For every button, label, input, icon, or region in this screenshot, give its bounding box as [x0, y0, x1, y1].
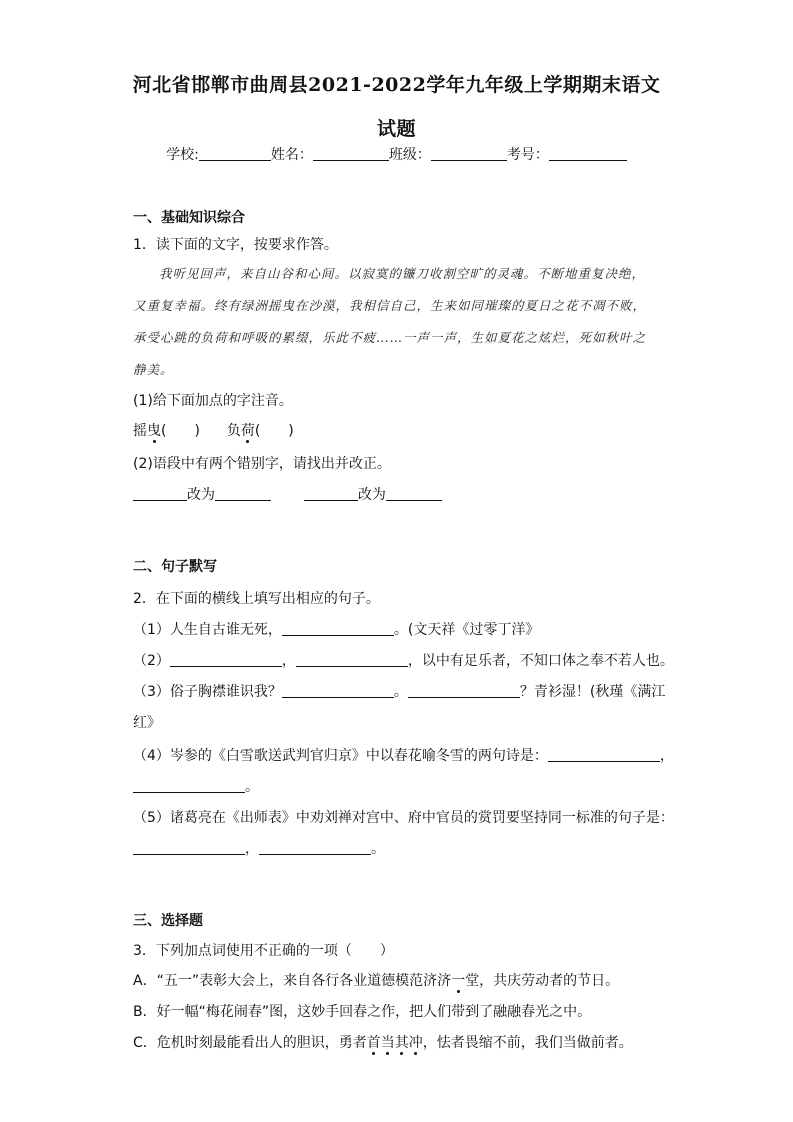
option-c[interactable]: C．危机时刻最能看出人的胆识，勇者首当其冲，怯者畏缩不前，我们当做前者。 — [133, 1035, 633, 1051]
dictation-item-4-cont: 。 — [133, 776, 259, 796]
word-fuhe: 负荷 — [226, 423, 255, 439]
name-label: 姓名： — [270, 147, 313, 163]
dotted-char: 其 — [394, 1035, 409, 1051]
dictation-item-3-cont: 红》 — [133, 715, 161, 731]
pinyin-answer-slot[interactable]: ( ) — [161, 423, 200, 439]
reading-passage — [133, 258, 663, 290]
school-label: 学校: — [166, 147, 199, 163]
sub-question-2: (2)语段中有两个错别字，请找出并改正。 — [133, 456, 391, 472]
passage-line: 又重复幸福。终有绿洲摇曳在沙漠，我相信自己，生来如同璀璨的夏日之花不凋不败， — [133, 298, 647, 313]
section-heading-choice: 三、选择题 — [133, 913, 203, 929]
passage-line: 静美。 — [133, 362, 174, 377]
answer-blank[interactable] — [282, 621, 394, 636]
sub-question-1: (1)给下面加点的字注音。 — [133, 393, 293, 409]
correct-char-blank[interactable] — [386, 486, 442, 501]
dictation-item-5-cont: ， 。 — [133, 838, 385, 858]
dictation-item-5: （5）诸葛亮在《出师表》中劝刘禅对宫中、府中官员的赏罚要坚持同一标准的句子是： — [133, 810, 674, 826]
page-title: 河北省邯郸市曲周县2021-2022学年九年级上学期期末语文 — [132, 74, 661, 96]
dictation-item-1: （1）人生自古谁无死， 。(文天祥《过零丁洋》 — [133, 622, 540, 638]
page-title-continued: 试题 — [376, 118, 416, 140]
answer-blank[interactable] — [133, 778, 245, 793]
dictation-item-2: （2） ， ，以中有足乐者，不知口体之奉不若人也。 — [133, 653, 674, 669]
dotted-char: 冲 — [408, 1035, 423, 1051]
option-b[interactable]: B．好一幅“梅花闹春”图，这妙手回春之作，把人们带到了融融春光之中。 — [133, 1004, 592, 1020]
question-2-stem: 2．在下面的横线上填写出相应的句子。 — [133, 591, 380, 607]
correction-row — [133, 484, 442, 504]
dictation-item-4: （4）岑参的《白雪歌送武判官归京》中以春花喻冬雪的两句诗是： ， — [133, 748, 674, 764]
section-heading-dictation: 二、句子默写 — [133, 559, 217, 575]
answer-blank[interactable] — [282, 683, 394, 698]
question-1-stem: 1．读下面的文字，按要求作答。 — [133, 237, 338, 253]
answer-blank[interactable] — [408, 683, 520, 698]
question-3-stem: 3．下列加点词使用不正确的一项（ ） — [133, 943, 394, 959]
dictation-item-3: （3）俗子胸襟谁识我？ 。 ？青衫湿！(秋瑾《满江 — [133, 684, 666, 700]
answer-blank[interactable] — [259, 840, 371, 855]
dotted-char: 一 — [451, 973, 466, 989]
class-label: 班级： — [388, 147, 431, 163]
passage-line: 承受心跳的负荷和呼吸的累缀，乐此不疲……一声一声，生如夏花之炫烂，死如秋叶之 — [133, 330, 647, 345]
section-heading-basics: 一、基础知识综合 — [133, 210, 245, 226]
answer-blank[interactable] — [296, 652, 408, 667]
school-blank[interactable] — [199, 146, 271, 161]
dotted-char: 首 — [366, 1035, 381, 1051]
name-blank[interactable] — [313, 146, 389, 161]
passage-line: 我听见回声，来自山谷和心间。以寂寞的镰刀收割空旷的灵魂。不断地重复决绝， — [159, 266, 646, 281]
answer-blank[interactable] — [548, 747, 660, 762]
pinyin-answer-slot[interactable]: ( ) — [254, 423, 294, 439]
word-yaoye: 摇曳 — [133, 423, 161, 439]
option-a[interactable]: A．“五一”表彰大会上，来自各行各业道德模范济济一堂，共庆劳动者的节日。 — [133, 973, 620, 989]
answer-blank[interactable] — [133, 840, 245, 855]
dotted-char: 荷 — [240, 423, 255, 439]
change-label: 改为 — [187, 487, 215, 503]
dotted-char: 曳 — [147, 423, 161, 439]
correct-char-blank[interactable] — [215, 486, 271, 501]
exam-number-blank[interactable] — [549, 146, 627, 161]
class-blank[interactable] — [431, 146, 507, 161]
wrong-char-blank[interactable] — [133, 486, 187, 501]
pinyin-row — [133, 420, 294, 440]
exam-number-label: 考号： — [506, 147, 549, 163]
wrong-char-blank[interactable] — [304, 486, 358, 501]
student-info-row — [0, 144, 793, 164]
answer-blank[interactable] — [170, 652, 282, 667]
reading-passage-cont — [133, 290, 663, 386]
change-label: 改为 — [357, 487, 386, 503]
dotted-char: 当 — [380, 1035, 395, 1051]
